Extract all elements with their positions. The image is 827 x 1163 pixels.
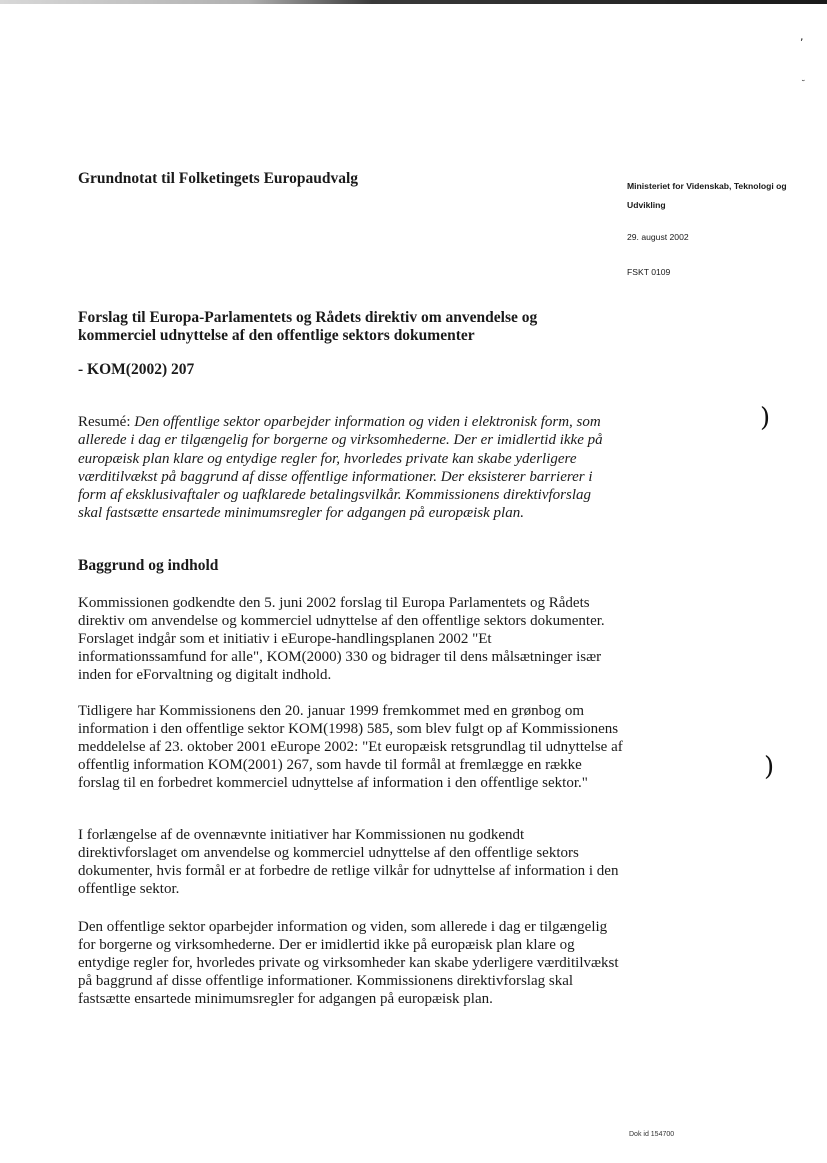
reference-number: FSKT 0109: [627, 267, 671, 277]
scan-top-border: [0, 0, 827, 4]
document-date: 29. august 2002: [627, 232, 689, 242]
body-paragraph: I forlængelse af de ovennævnte initiativer har Kommissionen nu godkendt direktivforslaget om anvendelse og kommerciel udnyttelse af den offentlige sektors dokumenter, hvis formål er at forbedre de retlige vilkår for udnyttelse af information i den offentlige sektor.: [78, 827, 619, 898]
section-heading: Baggrund og indhold: [78, 557, 219, 574]
body-paragraph: Tidligere har Kommissionens den 20. januar 1999 fremkommet med en grønbog om information i den offentlige sektor KOM(1998) 585, som blev fulgt op af Kommissionens meddelelse af 23. oktober 2001 eEurope 2002: "Et europæisk retsgrundlag til udnyttelse af offentlig information KOM(2001) 267, som havde til formål at fremlægge en række forslag til en forbedret kommerciel udnyttelse af information i den offentlige sektor.": [78, 703, 623, 792]
scan-bracket-mark: ): [760, 403, 771, 433]
document-id: Dok id 154700: [629, 1131, 675, 1138]
body-paragraph: Kommissionen godkendte den 5. juni 2002 forslag til Europa Parlamentets og Rådets direktiv om anvendelse og kommerciel udnyttelse af den offentlige sektors dokumenter. Forslaget indgår som et initiativ i eEurope-handlingsplanen 2002 "Et informationssamfund for alle", KOM(2000) 330 og bidrager til dens målsætninger især inden for eForvaltning og digitalt indhold.: [78, 595, 605, 684]
kom-reference: - KOM(2002) 207: [78, 361, 195, 378]
resume-label: Resumé:: [78, 414, 135, 430]
document-title: Grundnotat til Folketingets Europaudvalg: [78, 170, 359, 187]
proposal-title: Forslag til Europa-Parlamentets og Rådets direktiv om anvendelse og kommerciel udnyttelse af den offentlige sektors dokumenter: [78, 309, 538, 344]
ministry-name: Ministeriet for Videnskab, Teknologi og Udvikling: [627, 181, 787, 210]
resume-text: Den offentlige sektor oparbejder information og viden i elektronisk form, som allerede i dag er tilgængelig for borgerne og virksomhederne. Der er imidlertid ikke på europæisk plan klare og entydige regler for, hvorledes private kan skabe yderligere værditilvækst på baggrund af disse offentlige informationer. Der eksisterer barrierer i form af eksklusivaftaler og uafklarede betalingsvilkår. Kommissionens direktivforslag skal fastsætte ensartede minimumsregler for adgangen på europæisk plan.: [78, 414, 603, 522]
scan-speck: ,: [800, 30, 804, 43]
body-paragraph: Den offentlige sektor oparbejder information og viden, som allerede i dag er tilgængelig for borgerne og virksomhederne. Der er imidlertid ikke på europæisk plan klare og entydige regler for, hvorledes private og virksomheder kan skabe yderligere værditilvækst på baggrund af disse offentlige informationer. Kommissionens direktivforslag skal fastsætte ensartede minimumsregler for adgangen på europæisk plan.: [78, 919, 619, 1008]
scan-bracket-mark: ): [764, 752, 775, 782]
scan-speck: ˘: [801, 80, 806, 90]
resume-block: [78, 413, 618, 523]
